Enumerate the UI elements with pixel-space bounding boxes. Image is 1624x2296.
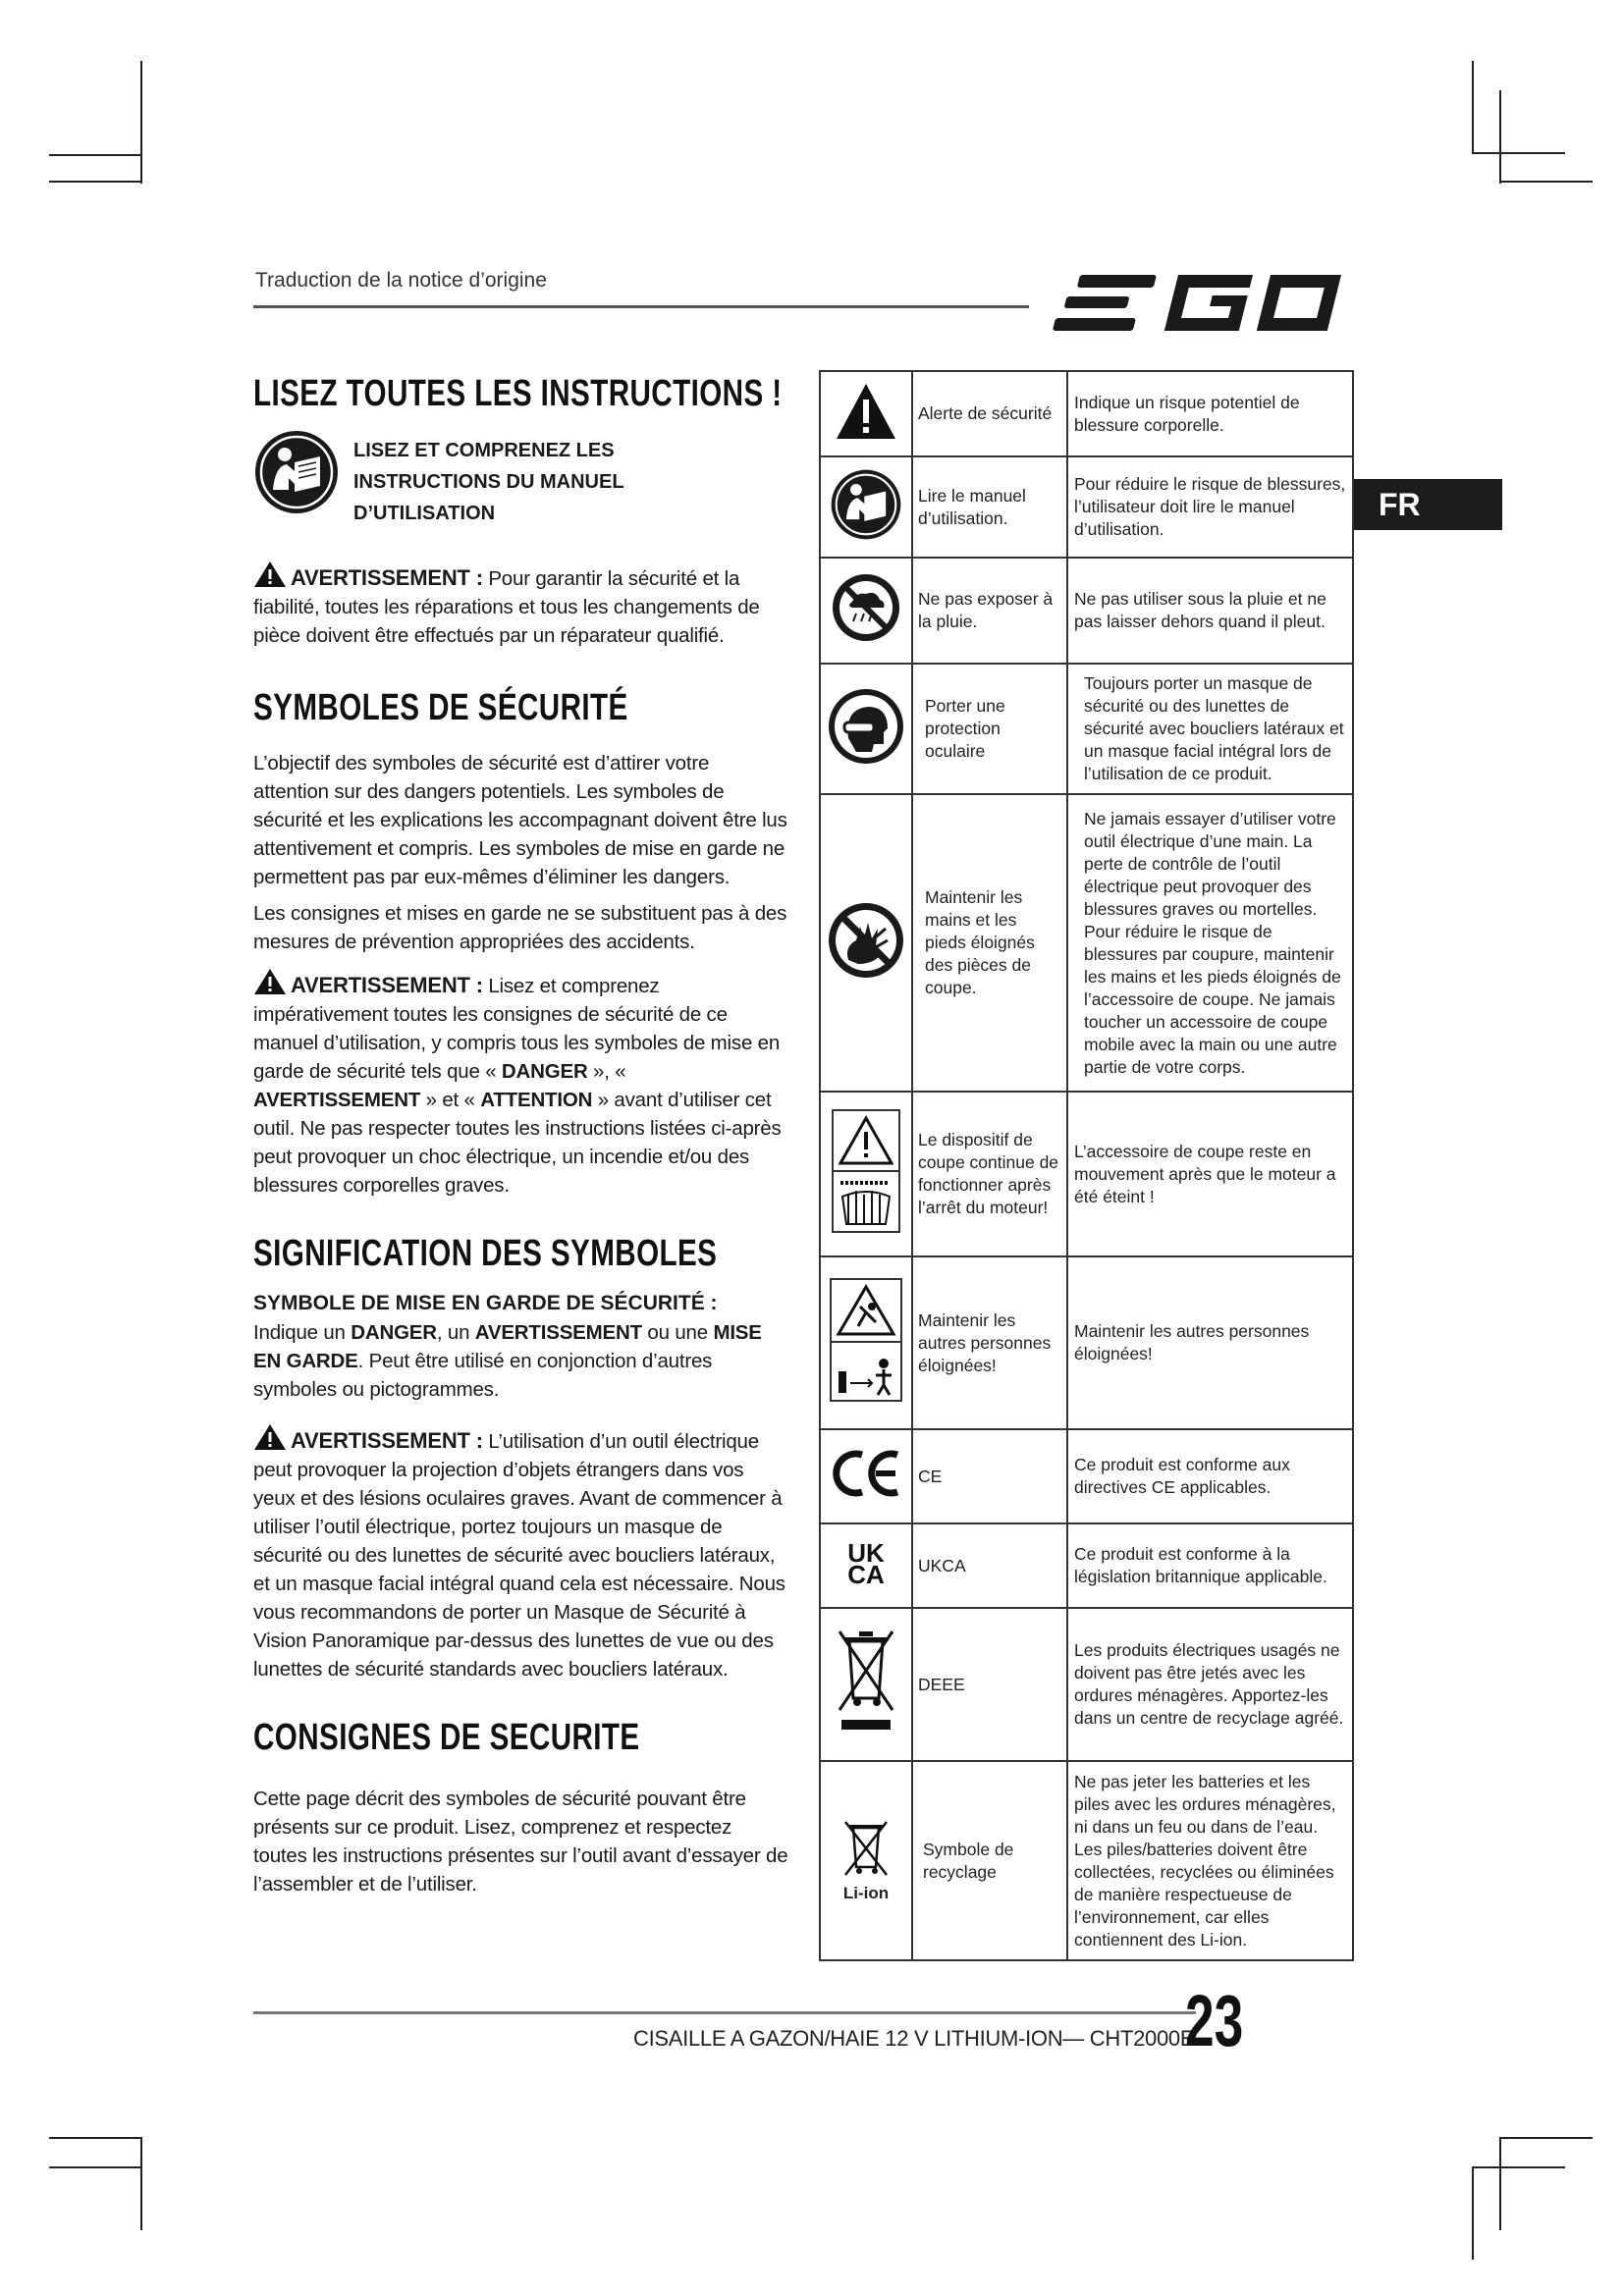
symbols-table	[819, 370, 1354, 1961]
warning-text: » et «	[420, 1089, 481, 1111]
ego-logo	[1053, 267, 1347, 340]
danger-word: DANGER	[351, 1321, 437, 1344]
crop-mark	[1472, 61, 1474, 154]
keep-bystanders-away-icon	[829, 1277, 903, 1403]
alert-text: Indique un	[253, 1321, 352, 1344]
symbol-description: Ne pas utiliser sous la pluie et ne pas laisser dehors quand il pleut.	[1067, 558, 1353, 664]
subheading-alert-symbol: SYMBOLE DE MISE EN GARDE DE SÉCURITÉ :	[253, 1292, 718, 1314]
safety-instructions-text: Cette page décrit des symboles de sécurité pouvant être présents sur ce produit. Lisez, comprenez et respectez toutes les instructions présentes sur l’outil avant d’essayer de l’assembler et de l’utiliser.	[253, 1788, 788, 1896]
warning-word: AVERTISSEMENT	[253, 1089, 421, 1111]
table-row	[820, 1523, 1353, 1608]
ukca-mark-icon	[847, 1538, 885, 1589]
crop-mark	[140, 2137, 142, 2230]
crop-mark	[49, 181, 142, 183]
ce-mark-icon	[829, 1449, 903, 1498]
crop-mark	[140, 61, 142, 184]
warning-paragraph-eyes	[253, 1423, 788, 1683]
ukca-bottom: CA	[847, 1560, 885, 1589]
symbol-name: Alerte de sécurité	[912, 371, 1067, 456]
symbol-name: Lire le manuel d’utilisation.	[912, 456, 1067, 558]
alert-symbol-text	[253, 1318, 788, 1404]
symbol-name: Maintenir les autres personnes éloignées!	[912, 1256, 1067, 1429]
crop-mark	[1499, 2137, 1593, 2139]
symbol-description: Ce produit est conforme aux directives CE applicables.	[1067, 1429, 1353, 1523]
table-row	[820, 1429, 1353, 1523]
crop-mark	[1472, 2166, 1474, 2260]
table-row	[820, 1608, 1353, 1761]
page-number: 23	[1185, 1980, 1244, 2061]
table-row	[820, 558, 1353, 664]
weee-bin-icon	[836, 1628, 896, 1735]
symbols-note: Les consignes et mises en garde ne se substituent pas à des mesures de prévention appropriées des accidents.	[253, 902, 787, 953]
crop-mark	[1472, 2166, 1565, 2168]
footer-rule	[253, 2011, 1196, 2014]
read-manual-icon	[830, 468, 902, 541]
left-column	[253, 373, 788, 1898]
symbol-name: DEEE	[912, 1608, 1067, 1761]
warning-paragraph-repairs	[253, 561, 788, 650]
no-rain-icon	[831, 572, 901, 643]
language-tab: FR	[1353, 479, 1502, 530]
crop-mark	[1499, 2137, 1501, 2230]
table-row	[820, 371, 1353, 456]
symbol-name: UKCA	[912, 1523, 1067, 1608]
symbol-description: Indique un risque potentiel de blessure corporelle.	[1067, 371, 1353, 456]
li-ion-label: Li-ion	[842, 1883, 890, 1902]
symbols-intro: L’objectif des symboles de sécurité est d’attirer votre attention sur des dangers potentiels. Les symboles de sécurité et les explications les accompagnant doivent être lus attentivement et compris. Les symboles de mise en garde ne permettent pas par eux-mêmes d’éliminer les dangers.	[253, 752, 787, 888]
heading-safety-instructions: CONSIGNES DE SECURITE	[253, 1717, 640, 1758]
heading-safety-symbols: SYMBOLES DE SÉCURITÉ	[253, 687, 628, 728]
table-row	[820, 1761, 1353, 1960]
warning-label: AVERTISSEMENT :	[291, 565, 483, 590]
warning-text: » avant d’utiliser cet outil. Ne pas respecter toutes les instructions listées ci-après peut provoquer un choc électrique, un incendie et/ou des blessures corporelles graves.	[253, 1089, 782, 1197]
symbol-description: Maintenir les autres personnes éloignées!	[1067, 1256, 1353, 1429]
caution-word: MISE EN GARDE	[253, 1321, 762, 1372]
heading-symbol-meaning: SIGNIFICATION DES SYMBOLES	[253, 1233, 718, 1274]
symbol-description: Ne jamais essayer d’utiliser votre outil électrique d’une main. La perte de contrôle de l’outil électrique peut provoquer des blessures graves ou mortelles. Pour réduire le risque de blessures par coupure, maintenir les mains et les pieds éloignés de l’accessoire de coupe. Ne jamais toucher un accessoire de coupe mobile avec la main ou une autre partie de votre corps.	[1067, 794, 1353, 1092]
symbol-description: L’accessoire de coupe reste en mouvement après que le moteur a été éteint !	[1067, 1092, 1353, 1256]
crossed-bin-icon	[841, 1818, 891, 1879]
warning-label: AVERTISSEMENT :	[291, 1428, 483, 1453]
crop-mark	[1499, 181, 1593, 183]
keep-hands-away-icon	[827, 901, 905, 980]
warning-paragraph-read	[253, 968, 788, 1200]
crop-mark	[49, 2166, 142, 2168]
blade-coasting-icon	[831, 1108, 901, 1234]
alert-text: ou une	[641, 1321, 714, 1344]
table-row	[820, 1256, 1353, 1429]
warning-triangle-icon	[253, 1423, 287, 1451]
header-rule	[253, 305, 1029, 308]
read-manual-caption: LISEZ ET COMPRENEZ LES INSTRUCTIONS DU MANUEL D’UTILISATION	[353, 440, 624, 524]
symbol-name: Porter une protection oculaire	[912, 664, 1067, 794]
li-ion-recycle-icon	[841, 1818, 891, 1902]
warning-triangle-icon	[253, 968, 287, 995]
alert-text: . Peut être utilisé en conjonction d’autres symboles ou pictogrammes.	[253, 1350, 713, 1401]
alert-text: , un	[436, 1321, 475, 1344]
warning-text: L’utilisation d’un outil électrique peut provoquer la projection d’objets étrangers dans vos yeux et des lésions oculaires graves. Avant de commencer à utiliser l’outil électrique, portez toujours un masque de sécurité ou des lunettes de sécurité avec boucliers latéraux, et un masque facial intégral quand cela est nécessaire. Nous vous recommandons de porter un Masque de Sécurité à Vision Panoramique par-dessus des lunettes de vue ou des lunettes de sécurité standards avec boucliers latéraux.	[253, 1430, 785, 1681]
crop-mark	[49, 2137, 142, 2139]
crop-mark	[49, 154, 142, 156]
warning-triangle-icon	[835, 382, 897, 441]
warning-text: », «	[587, 1060, 626, 1083]
table-row	[820, 794, 1353, 1092]
symbol-description: Les produits électriques usagés ne doivent pas être jetés avec les ordures ménagères. Apportez-les dans un centre de recyclage agréé.	[1067, 1608, 1353, 1761]
symbol-description: Toujours porter un masque de sécurité ou des lunettes de sécurité avec boucliers latéraux et un masque facial intégral lors de l’utilisation de ce produit.	[1067, 664, 1353, 794]
footer-product: CISAILLE A GAZON/HAIE 12 V LITHIUM-ION— CHT2000E	[633, 2026, 1195, 2051]
danger-word: DANGER	[501, 1060, 588, 1083]
ukca-top: UK	[847, 1538, 885, 1568]
warning-triangle-icon	[253, 561, 287, 588]
symbol-name: Maintenir les mains et les pieds éloignés des pièces de coupe.	[912, 794, 1067, 1092]
attention-word: ATTENTION	[480, 1089, 593, 1111]
crop-mark	[1472, 152, 1565, 154]
warning-text: Pour garantir la sécurité et la fiabilité, toutes les réparations et tous les changements de pièce doivent être effectués par un réparateur qualifié.	[253, 567, 760, 647]
header-subtitle: Traduction de la notice d’origine	[255, 269, 547, 292]
read-manual-block	[253, 429, 788, 529]
crop-mark	[1499, 90, 1501, 184]
symbol-name: Ne pas exposer à la pluie.	[912, 558, 1067, 664]
table-row	[820, 1092, 1353, 1256]
symbol-description: Ce produit est conforme à la législation britannique applicable.	[1067, 1523, 1353, 1608]
symbol-description: Pour réduire le risque de blessures, l’utilisateur doit lire le manuel d’utilisation.	[1067, 456, 1353, 558]
warning-text: Lisez et comprenez impérativement toutes les consignes de sécurité de ce manuel d’utilisation, y compris tous les symboles de mise en garde de sécurité tels que «	[253, 975, 781, 1083]
warning-label: AVERTISSEMENT :	[291, 973, 483, 997]
table-row	[820, 456, 1353, 558]
eye-protection-icon	[827, 687, 905, 766]
symbol-name: Symbole de recyclage	[912, 1761, 1067, 1960]
warning-word: AVERTISSEMENT	[474, 1321, 642, 1344]
symbol-name: Le dispositif de coupe continue de fonctionner après l’arrêt du moteur!	[912, 1092, 1067, 1256]
table-row	[820, 664, 1353, 794]
symbol-name: CE	[912, 1429, 1067, 1523]
read-manual-icon	[253, 429, 340, 515]
symbol-description: Ne pas jeter les batteries et les piles avec les ordures ménagères, ni dans un feu ou dans de l’eau. Les piles/batteries doivent être collectées, recyclées ou éliminées de manière respectueuse de l’environnement, car elles contiennent des Li-ion.	[1067, 1761, 1353, 1960]
heading-read-instructions: LISEZ TOUTES LES INSTRUCTIONS !	[253, 373, 783, 414]
